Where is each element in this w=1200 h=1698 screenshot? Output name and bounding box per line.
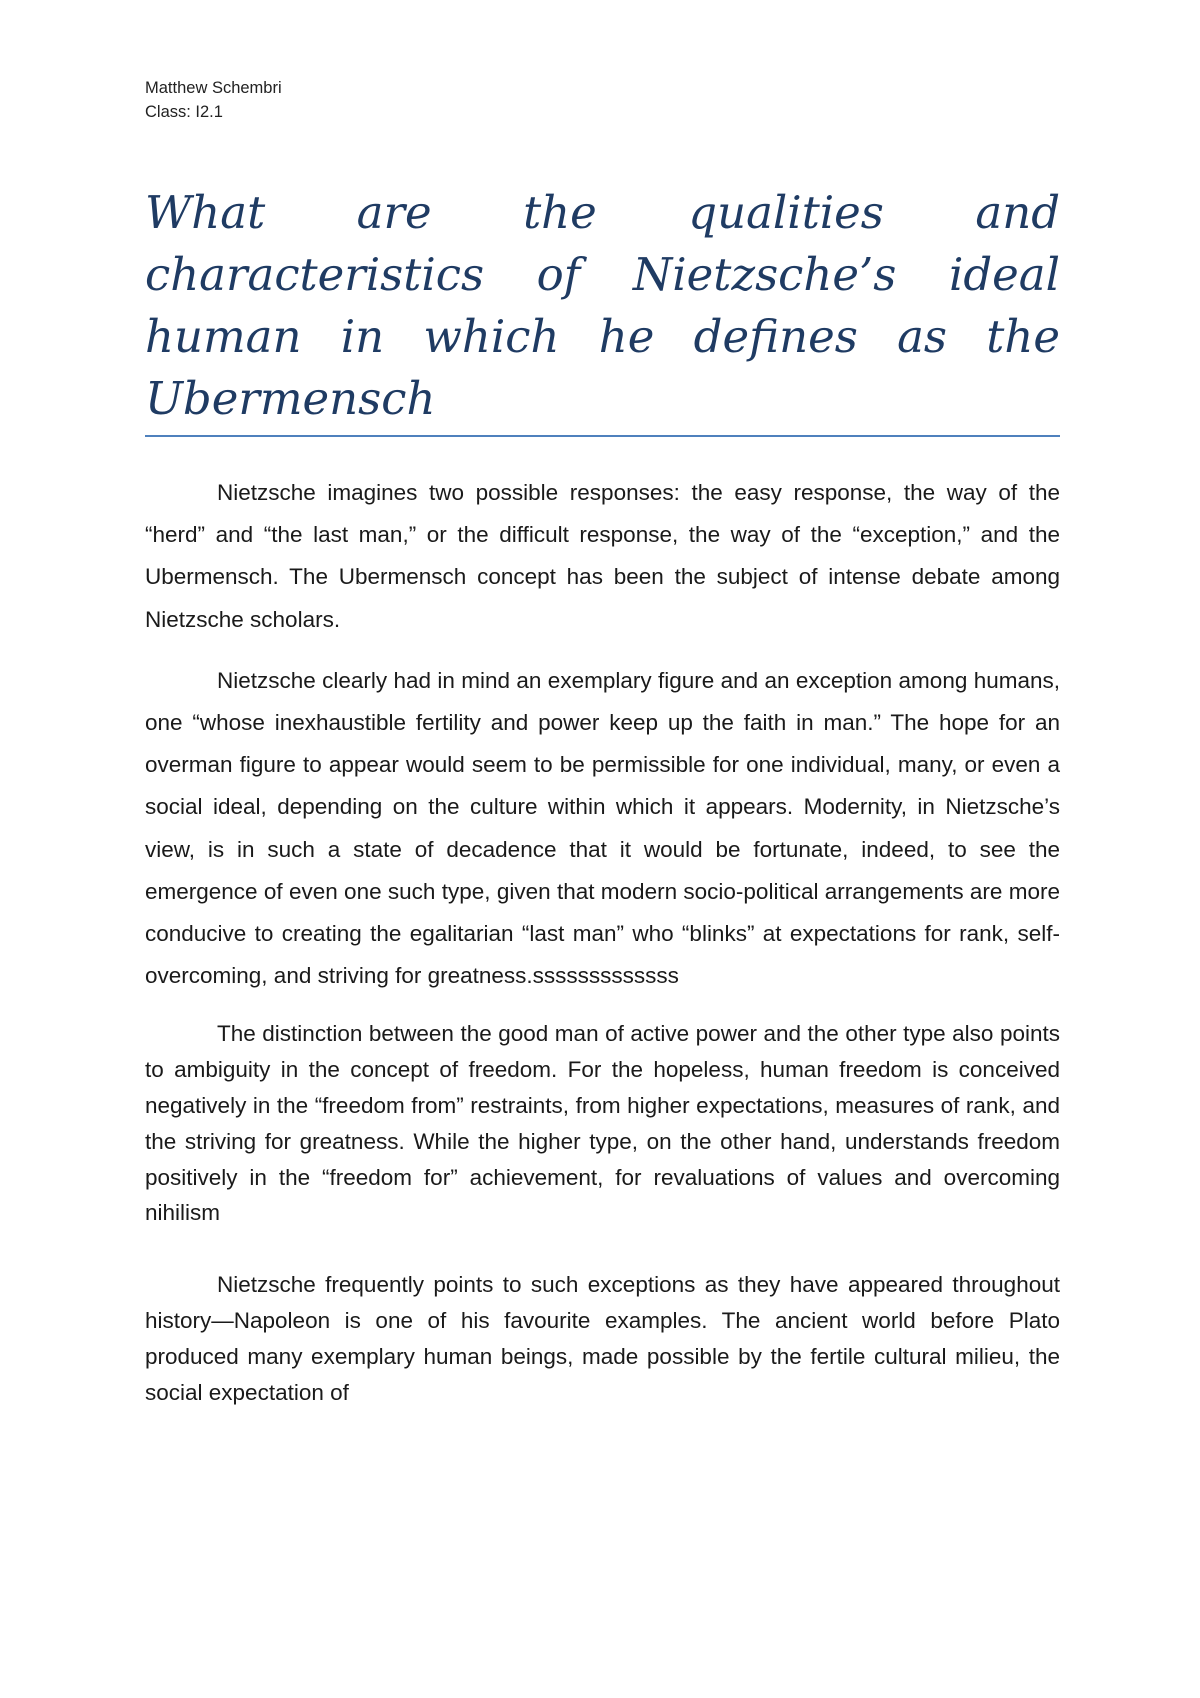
title-divider bbox=[145, 435, 1060, 437]
author-name: Matthew Schembri bbox=[145, 79, 282, 97]
paragraph-1: Nietzsche imagines two possible responses: the easy response, the way of the “herd” and “the last man,” or the difficult response, the way of the “exception,” and the Ubermensch. The Ubermensch concept has been the subject of intense debate among Nietzsche scholars. bbox=[145, 480, 1060, 632]
paragraph-2: Nietzsche clearly had in mind an exemplary figure and an exception among humans, one “whose inexhaustible fertility and power keep up the faith in man.” The hope for an overman figure to appear would seem to be permissible for one individual, many, or even a social ideal, depending on the culture within which it appears. Modernity, in Nietzsche’s view, is in such a state of decadence that it would be fortunate, indeed, to see the emergence of even one such type, given that modern socio-political arrangements are more conducive to creating the egalitarian “last man” who “blinks” at expectations for rank, self-overcoming, and striving for greatness.sssssssssssss bbox=[145, 667, 1060, 989]
class-label: Class: I2.1 bbox=[145, 103, 223, 121]
document-title: What are the qualities and characteristics of Nietzsche’s ideal human in which he defines as the Ubermensch bbox=[145, 186, 1060, 425]
paragraph-4: Nietzsche frequently points to such exceptions as they have appeared throughout history—Napoleon is one of his favourite examples. The ancient world before Plato produced many exemplary human beings, made possible by the fertile cultural milieu, the social expectation of bbox=[145, 1272, 1060, 1405]
document-body bbox=[145, 472, 1060, 1410]
document-header bbox=[145, 76, 282, 124]
paragraph-3: The distinction between the good man of active power and the other type also points to ambiguity in the concept of freedom. For the hopeless, human freedom is conceived negatively in the “freedom from” restraints, from higher expectations, measures of rank, and the striving for greatness. While the higher type, on the other hand, understands freedom positively in the “freedom for” achievement, for revaluations of values and overcoming nihilism bbox=[145, 1021, 1060, 1226]
